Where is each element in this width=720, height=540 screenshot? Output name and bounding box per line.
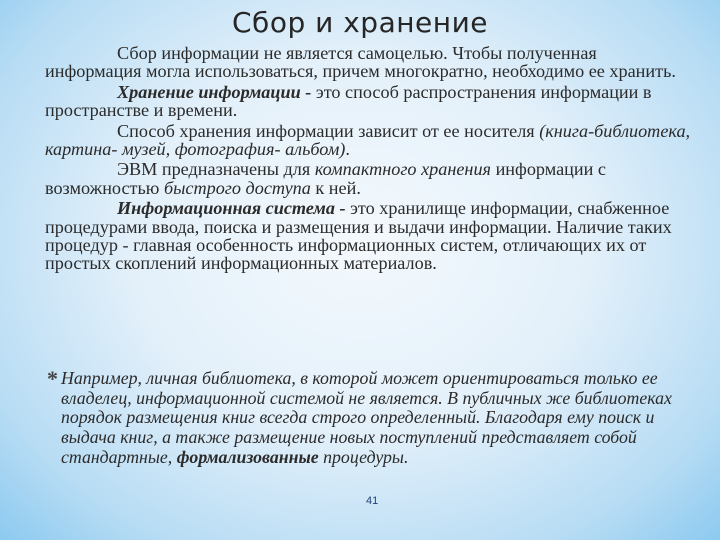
italic-compact-storage: компактного хранения — [314, 159, 492, 180]
paragraph-text: это хранилище информации, снабженное процедурами ввода, поиска и размещения и выдачи информации. Наличие таких процедур - главная особенность информационных систем, отличающих их от простых скоплений информационных материалов. — [45, 198, 672, 274]
paragraph-text: к ней. — [310, 177, 361, 198]
paragraph-text: Способ хранения информации зависит от ее носителя — [117, 120, 540, 141]
paragraph-collection-purpose — [45, 44, 695, 81]
note-paragraph — [61, 369, 692, 468]
note-text: Например, личная библиотека, в которой может ориентироваться только ее владелец, информационной системой не является. В публичных же библиотеках порядок размещения книг всегда строго определенный. Благодаря ему поиск и выдача книг, а также размещение новых поступлений представляет собой стандартные, — [61, 368, 672, 467]
paragraph-text: информации с возможностью — [45, 159, 607, 198]
example-note — [47, 366, 692, 468]
paragraph-text: Сбор информации не является самоцелью. Чтобы полученная информация могла использоваться, причем многократно, необходимо ее хранить. — [45, 43, 676, 82]
italic-fast-access: быстрого доступа — [163, 177, 311, 198]
slide-body — [45, 44, 695, 273]
carrier-examples: (книга-библиотека, картина- музей, фотография- альбом) — [45, 120, 691, 160]
paragraph-storage-definition — [45, 83, 695, 120]
paragraph-text: . — [345, 139, 350, 160]
note-bold-term: формализованные — [176, 446, 319, 467]
paragraph-text: это способ распространения информации в пространстве и времени. — [45, 81, 652, 121]
paragraph-text: ЭВМ предназначены для — [117, 159, 315, 180]
paragraph-storage-carrier — [45, 122, 695, 159]
page-number: 41 — [366, 495, 379, 507]
term-information-system: Информационная система - — [117, 198, 346, 219]
bullet-asterisk: * — [47, 366, 58, 391]
term-storage: Хранение информации - — [117, 81, 312, 102]
paragraph-information-system — [45, 199, 695, 273]
paragraph-computers — [45, 160, 695, 197]
note-text-end: процедуры. — [318, 446, 409, 467]
slide-title: Сбор и хранение — [232, 6, 488, 39]
